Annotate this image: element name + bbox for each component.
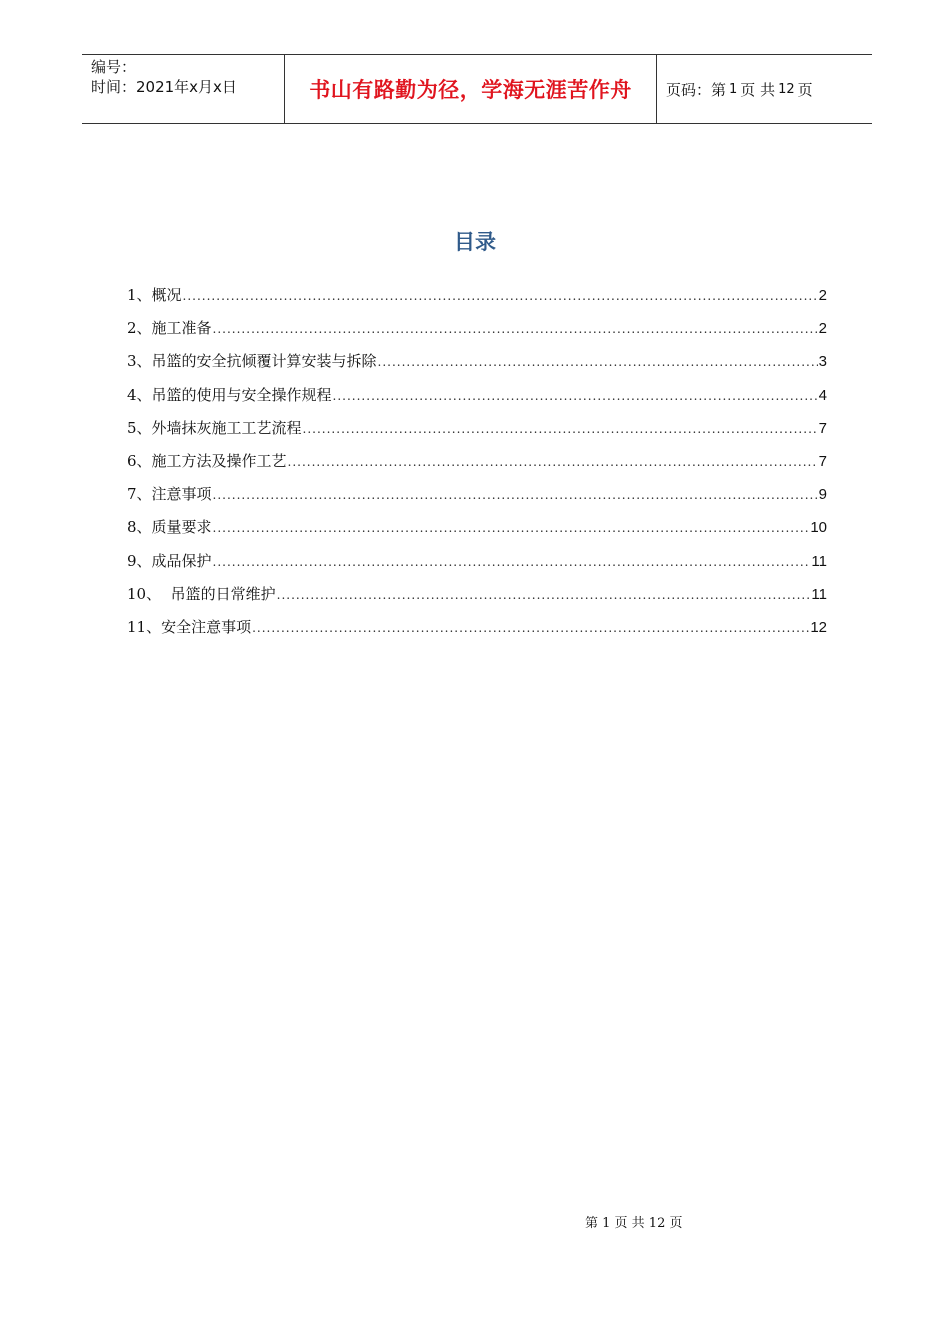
- toc-entry[interactable]: [127, 550, 827, 583]
- toc-entry-page: 7: [818, 419, 827, 437]
- toc-entry-text: 3、吊篮的安全抗倾覆计算安装与拆除: [127, 352, 377, 371]
- toc-entry[interactable]: [127, 450, 827, 483]
- toc-entry-text: 6、施工方法及操作工艺: [127, 451, 287, 470]
- toc-leader-dots: [303, 422, 818, 436]
- toc-entry[interactable]: [127, 616, 827, 649]
- toc-leader-dots: [213, 322, 818, 336]
- toc-title: 目录: [454, 229, 496, 254]
- toc-entry-text: 9、成品保护: [127, 551, 212, 570]
- toc-entry[interactable]: [127, 350, 827, 383]
- toc-leader-dots: [213, 521, 810, 535]
- toc-entry[interactable]: [127, 483, 827, 516]
- toc-entry-text: 11、安全注意事项: [127, 617, 252, 636]
- toc-entry[interactable]: [127, 284, 827, 317]
- toc-entry[interactable]: [127, 583, 827, 616]
- toc-entry-text: 7、注意事项: [127, 485, 212, 504]
- document-time: 时间：2021年x月x日: [91, 78, 237, 96]
- toc-entry-text: 1、概况: [127, 286, 182, 304]
- page-mid: 页 共: [740, 80, 776, 99]
- toc-leader-dots: [213, 488, 818, 502]
- toc-entry-page: 4: [818, 386, 827, 404]
- toc-entry-page: 12: [810, 618, 827, 636]
- toc-entry[interactable]: [127, 417, 827, 450]
- page-current: 1: [729, 81, 738, 97]
- toc-leader-dots: [277, 588, 811, 602]
- toc-entry-page: 11: [811, 552, 827, 570]
- header-page-info: [657, 55, 872, 123]
- toc-leader-dots: [183, 289, 818, 303]
- toc-leader-dots: [333, 389, 818, 403]
- document-number-label: 编号：: [91, 58, 137, 76]
- toc-entry-page: 11: [811, 585, 827, 603]
- toc-entry-page: 2: [818, 320, 827, 338]
- page-total: 12: [778, 81, 795, 97]
- toc-entry-page: 10: [810, 519, 827, 537]
- toc-entry[interactable]: [127, 516, 827, 549]
- toc-entry-text: 5、外墙抹灰施工工艺流程: [127, 418, 302, 437]
- toc-entry-page: 3: [818, 353, 827, 371]
- toc-leader-dots: [213, 555, 811, 569]
- toc-leader-dots: [378, 355, 818, 369]
- toc-entry[interactable]: [127, 317, 827, 350]
- toc-entry-page: 2: [818, 287, 827, 304]
- toc-entry-page: 9: [818, 486, 827, 504]
- toc-entry-text: 8、质量要求: [127, 518, 212, 537]
- toc-entry[interactable]: [127, 384, 827, 417]
- page-suffix: 页: [797, 80, 813, 99]
- toc-entry-page: 7: [818, 452, 827, 470]
- toc-leader-dots: [252, 621, 809, 635]
- toc-entry-text: 10、 吊篮的日常维护: [127, 584, 276, 603]
- page-footer: 第 1 页 共 12 页: [585, 1216, 683, 1231]
- page-header: [82, 54, 872, 124]
- toc-entry-text: 4、吊篮的使用与安全操作规程: [127, 385, 332, 404]
- header-meta: [82, 55, 284, 123]
- toc-list: [127, 284, 827, 649]
- toc-entry-text: 2、施工准备: [127, 319, 212, 338]
- page-prefix: 页码：第: [666, 80, 727, 99]
- toc-leader-dots: [288, 455, 818, 469]
- header-motto: 书山有路勤为径，学海无涯苦作舟: [284, 55, 657, 123]
